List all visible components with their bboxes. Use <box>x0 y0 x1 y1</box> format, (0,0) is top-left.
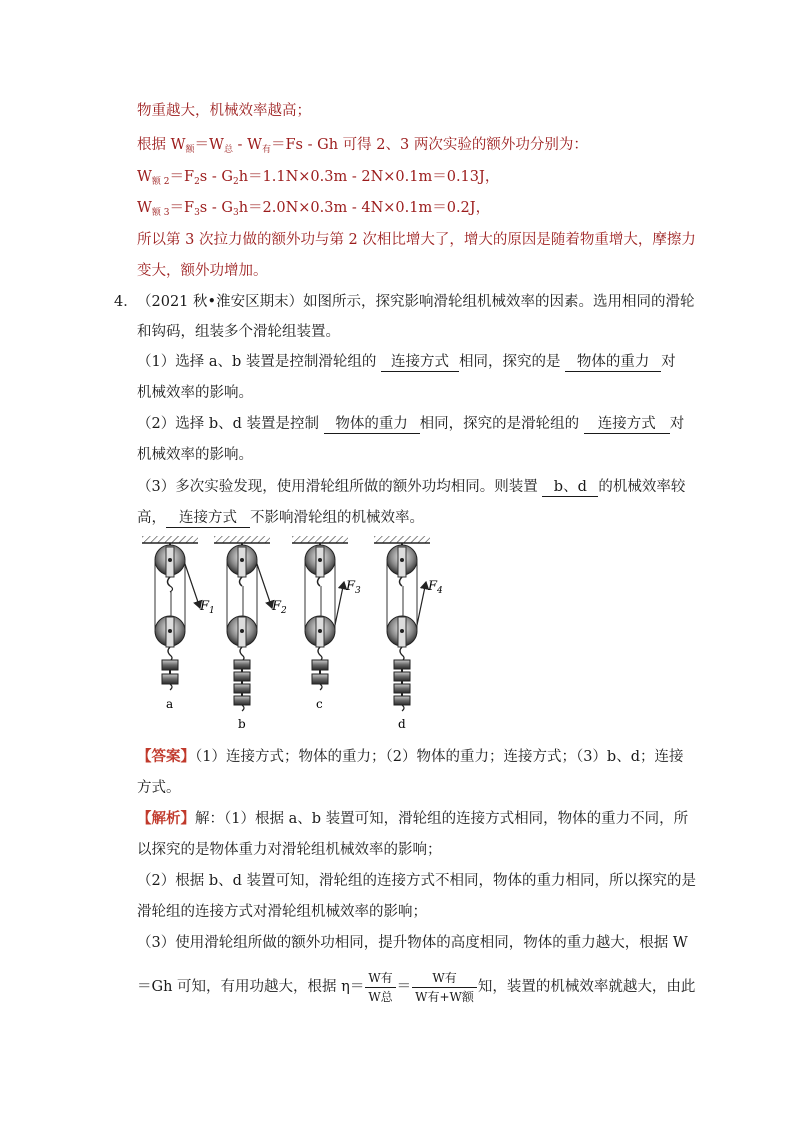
text: ＝F <box>169 169 195 185</box>
fraction-denominator: W总 <box>368 989 393 1004</box>
answer-blank: 连接方式 <box>584 415 670 434</box>
setup-label-b: b <box>238 717 246 731</box>
analysis-text: 知，装置的机械效率就越大，由此 <box>477 979 696 995</box>
pulley-setup-b <box>214 536 287 731</box>
prev-line-2 <box>137 135 588 157</box>
text: W <box>137 169 152 185</box>
text: ＝F <box>169 200 195 216</box>
analysis-text: 解：（1）根据 a、b 装置可知，滑轮组的连接方式相同，物体的重力不同，所 <box>195 811 689 827</box>
subscript: 额 2 <box>151 177 170 187</box>
prev-line-6: 变大，额外功增加。 <box>137 263 268 279</box>
answer-blank: 物体的重力 <box>324 415 420 434</box>
text: 相同，探究的是 <box>458 354 566 370</box>
analysis-line-5: （3）使用滑轮组所做的额外功相同，提升物体的高度相同，物体的重力越大，根据 W <box>137 935 688 951</box>
text: h＝1.1N×0.3m - 2N×0.1m＝0.13J， <box>238 169 500 185</box>
setup-label-a: a <box>166 697 174 711</box>
prev-line-1: 物重越大，机械效率越高； <box>137 103 311 119</box>
force-symbol: F <box>428 579 438 594</box>
text: 对 <box>669 416 685 432</box>
sub-question-3 <box>137 477 685 497</box>
subscript: 额 3 <box>151 208 170 218</box>
answer-blank: 连接方式 <box>381 353 459 372</box>
text: 相同，探究的是滑轮组的 <box>419 416 584 432</box>
answer-blank: 连接方式 <box>166 509 250 528</box>
force-subscript: 4 <box>437 586 443 596</box>
text: （3）多次实验发现，使用滑轮组所做的额外功均相同。则装置 <box>137 479 543 495</box>
text: ＝W <box>194 137 224 153</box>
force-symbol: F <box>272 599 282 614</box>
analysis-tag: 【解析】 <box>137 810 195 827</box>
text: s - G <box>199 169 233 185</box>
question-number: 4． <box>114 294 138 310</box>
fraction-numerator: W有 <box>365 970 395 988</box>
pulley-setup-d <box>374 536 443 731</box>
prev-line-5: 所以第 3 次拉力做的额外功与第 2 次相比增大了，增大的原因是随着物重增大，摩擦力 <box>137 232 696 248</box>
answer-line-2: 方式。 <box>137 780 181 796</box>
sub-question-3-cont <box>137 508 424 528</box>
efficiency-fraction-2 <box>412 970 477 1005</box>
pulley-setup-a <box>142 536 215 711</box>
subscript: 总 <box>223 145 233 155</box>
force-label <box>427 579 443 596</box>
setup-label-c: c <box>316 697 323 711</box>
text: 不影响滑轮组的机械效率。 <box>250 510 424 526</box>
sub-question-2 <box>137 414 684 434</box>
answer-blank: b、d <box>542 478 598 497</box>
subscript: 3 <box>194 208 200 218</box>
prev-line-3 <box>137 167 499 189</box>
question-stem-1: （2021 秋•淮安区期末）如图所示，探究影响滑轮组机械效率的因素。选用相同的滑轮 <box>137 294 695 310</box>
text: （1）选择 a、b 装置是控制滑轮组的 <box>137 354 381 370</box>
force-subscript: 1 <box>209 606 215 616</box>
text: ＝Fs - Gh 可得 2、3 两次实验的额外功分别为： <box>271 137 588 153</box>
subscript: 2 <box>232 177 239 187</box>
text: h＝2.0N×0.3m - 4N×0.1m＝0.2J， <box>238 200 491 216</box>
force-subscript: 2 <box>281 606 287 616</box>
answer-line-1 <box>137 747 684 767</box>
text: - W <box>232 137 262 153</box>
analysis-line-4: 滑轮组的连接方式对滑轮组机械效率的影响； <box>137 904 427 920</box>
text: s - G <box>199 200 233 216</box>
answer-tag: 【答案】 <box>137 748 195 765</box>
fraction-numerator: W有 <box>412 970 477 988</box>
equals-sign: ＝ <box>396 979 412 995</box>
text: W <box>137 200 152 216</box>
subscript: 3 <box>232 208 239 218</box>
subscript: 额 <box>185 145 195 155</box>
force-label <box>271 599 287 616</box>
analysis-line-6 <box>137 965 695 1009</box>
force-label <box>345 579 361 596</box>
text: （2）选择 b、d 装置是控制 <box>137 416 324 432</box>
text: 根据 W <box>137 137 186 153</box>
question-stem-2: 和钩码，组装多个滑轮组装置。 <box>137 324 340 340</box>
analysis-line-3: （2）根据 b、d 装置可知，滑轮组的连接方式不相同，物体的重力相同，所以探究的是 <box>137 873 697 889</box>
force-label <box>199 599 215 616</box>
sub-question-2-cont: 机械效率的影响。 <box>137 447 253 463</box>
setup-label-d: d <box>398 717 406 731</box>
analysis-text: ＝Gh 可知，有用功越大，根据 η＝ <box>137 979 365 995</box>
text: 高， <box>137 510 166 526</box>
force-symbol: F <box>200 599 210 614</box>
pulley-setup-c <box>292 536 361 711</box>
prev-line-4 <box>137 198 490 220</box>
answer-text: （1）连接方式；物体的重力；（2）物体的重力；连接方式；（3）b、d；连接 <box>195 749 684 765</box>
subscript: 2 <box>194 177 200 187</box>
analysis-line-2: 以探究的是物体重力对滑轮组机械效率的影响； <box>137 842 442 858</box>
sub-question-1-cont: 机械效率的影响。 <box>137 385 253 401</box>
subscript: 有 <box>261 145 271 155</box>
sub-question-1 <box>137 352 676 372</box>
force-symbol: F <box>346 579 356 594</box>
analysis-line-1 <box>137 809 688 829</box>
text: 的机械效率较 <box>598 479 686 495</box>
text: 对 <box>661 354 676 370</box>
efficiency-fraction-1 <box>365 970 395 1005</box>
answer-blank: 物体的重力 <box>565 353 661 372</box>
pulley-figure <box>130 530 443 745</box>
force-subscript: 3 <box>355 586 361 596</box>
fraction-denominator: W有+W额 <box>415 989 474 1004</box>
